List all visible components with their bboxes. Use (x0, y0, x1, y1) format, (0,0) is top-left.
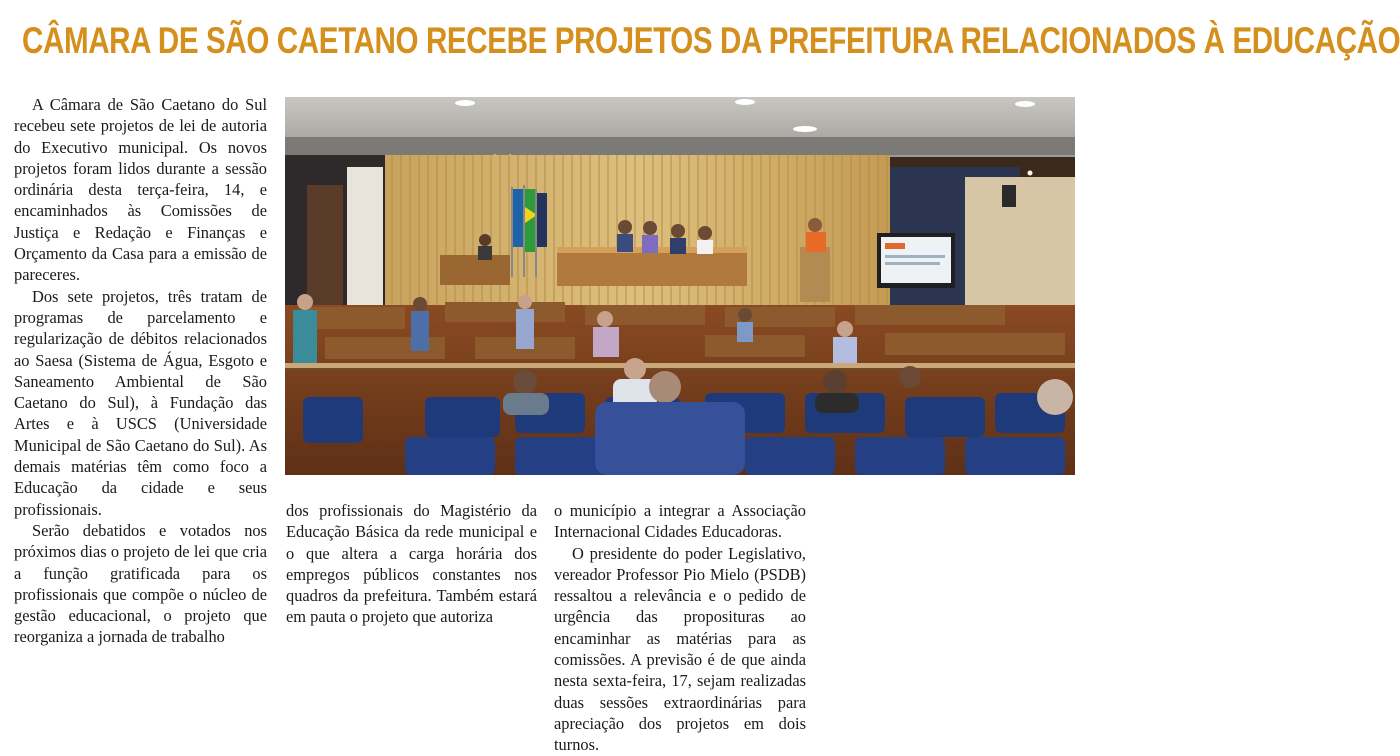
article-column-1 (14, 94, 267, 648)
paragraph-projects: Dos sete projetos, três tratam de programas de parcelamento e regularização de débitos relacionados ao Saesa (Sistema de Água, Esgoto e Saneamento Ambiental de São Caetano do Sul), à Fundação das Artes e à USCS (Universidade Municipal de São Caetano do Sul). As demais matérias têm como foco a Educação da cidade e seus profissionais. (14, 286, 267, 519)
paragraph-debate: Serão debatidos e votados nos próximos dias o projeto de lei que cria a função gratificada para os profissionais que compõe o núcleo de gestão educacional, o projeto que reorganiza a jornada de trabalho (14, 520, 267, 647)
paragraph-intro: A Câmara de São Caetano do Sul recebeu sete projetos de lei de autoria do Executivo municipal. Os novos projetos foram lidos durante a sessão ordinária desta terça-feira, 14, e encaminhados às Comissões de Justiça e Redação e Finanças e Orçamento da Casa para a emissão de pareceres. (14, 95, 267, 285)
paragraph-president: O presidente do poder Legislativo, vereador Professor Pio Mielo (PSDB) ressaltou a relevância e o pedido de urgência das proposituras ao encaminhar as matérias para as comissões. A previsão é de que ainda nesta sexta-feira, 17, sejam realizadas duas sessões extraordinárias para apreciação dos projetos em dois turnos. (554, 543, 806, 755)
council-chamber-photo (285, 97, 1075, 475)
photo-illustration (285, 97, 1075, 475)
paragraph-association: o município a integrar a Associação Internacional Cidades Educadoras. (554, 501, 806, 542)
article-column-3 (554, 500, 806, 756)
headline: CÂMARA DE SÃO CAETANO RECEBE PROJETOS DA PREFEITURA RELACIONADOS À EDUCAÇÃO (22, 20, 1400, 61)
article-column-2 (286, 500, 537, 628)
paragraph-continued: dos profissionais do Magistério da Educação Básica da rede municipal e o que altera a carga horária dos empregos públicos constantes nos quadros da prefeitura. Também estará em pauta o projeto que autoriza (286, 501, 537, 627)
